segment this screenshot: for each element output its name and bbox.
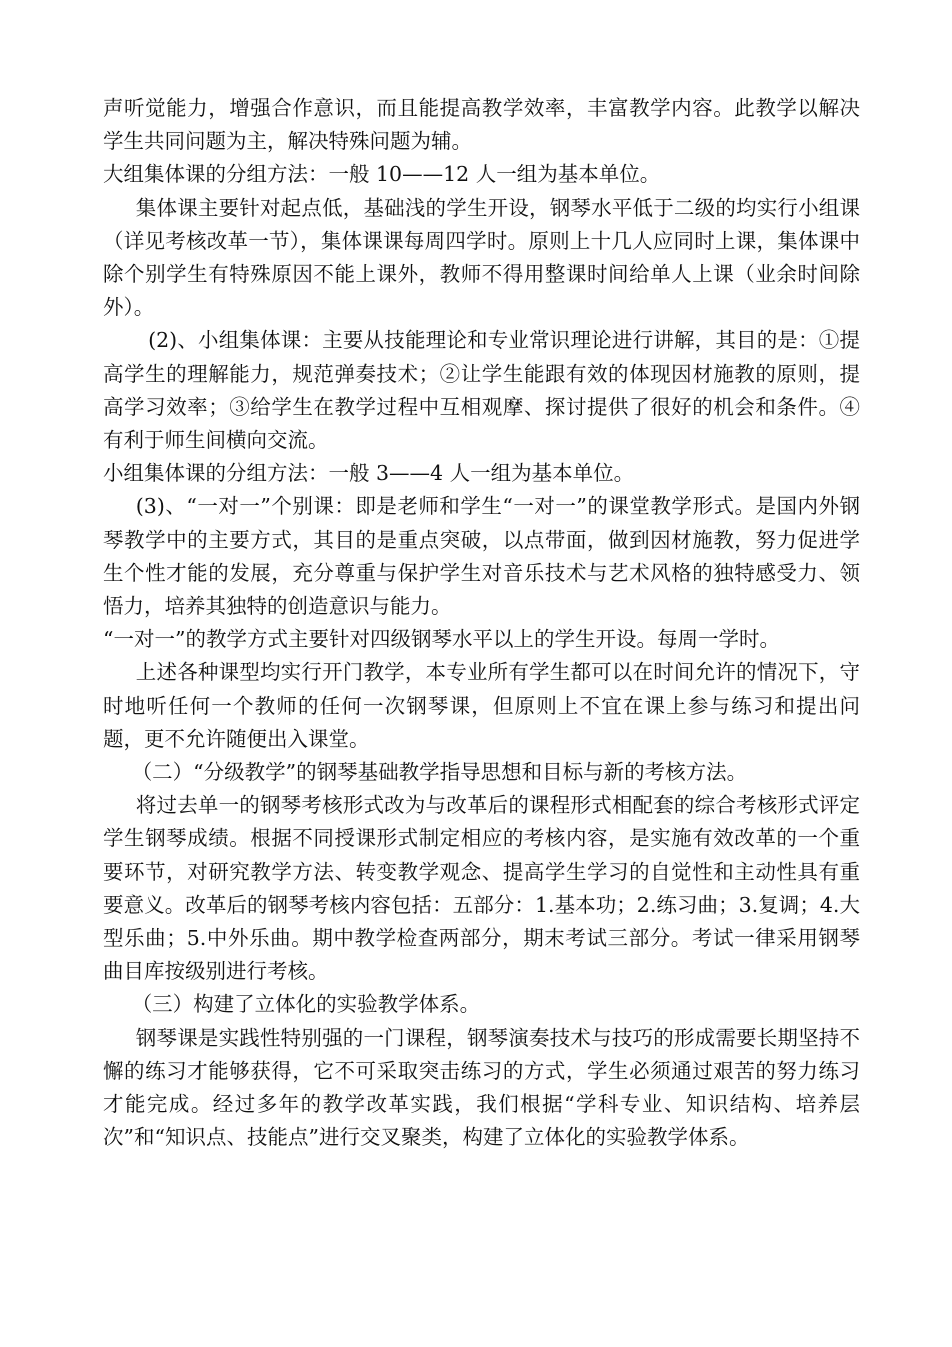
paragraph: (3)、“一对一”个别课：即是老师和学生“一对一”的课堂教学形式。是国内外钢琴教学中的主要方式，其目的是重点突破，以点带面，做到因材施教，努力促进学生个性才能的发展，充分尊重与保护学生对音乐技术与艺术风格的独特感受力、领悟力，培养其独特的创造意识与能力。 (103, 494, 860, 619)
document-body (103, 92, 860, 1155)
paragraph: (2)、小组集体课：主要从技能理论和专业常识理论进行讲解，其目的是：①提高学生的理解能力，规范弹奏技术；②让学生能跟有效的体现因材施教的原则，提高学习效率；③给学生在教学过程中互相观摩、探讨提供了很好的机会和条件。④有利于师生间横向交流。 (103, 328, 860, 453)
paragraph: 钢琴课是实践性特别强的一门课程，钢琴演奏技术与技巧的形成需要长期坚持不懈的练习才能够获得，它不可采取突击练习的方式，学生必须通过艰苦的努力练习才能完成。经过多年的教学改革实践，我们根据“学科专业、知识结构、培养层次”和“知识点、技能点”进行交叉聚类，构建了立体化的实验教学体系。 (103, 1025, 860, 1150)
section-heading: （二）“分级教学”的钢琴基础教学指导思想和目标与新的考核方法。 (131, 760, 748, 785)
paragraph: 小组集体课的分组方法：一般 3——4 人一组为基本单位。 (103, 461, 635, 486)
section-heading: （三）构建了立体化的实验教学体系。 (131, 992, 481, 1017)
paragraph: 声听觉能力，增强合作意识，而且能提高教学效率，丰富教学内容。此教学以解决学生共同问题为主，解决特殊问题为辅。 (103, 96, 860, 154)
paragraph: 集体课主要针对起点低，基础浅的学生开设，钢琴水平低于二级的均实行小组课（详见考核改革一节），集体课课每周四学时。原则上十几人应同时上课，集体课中除个别学生有特殊原因不能上课外，教师不得用整课时间给单人上课（业余时间除外）。 (103, 195, 860, 320)
paragraph: 将过去单一的钢琴考核形式改为与改革后的课程形式相配套的综合考核形式评定学生钢琴成绩。根据不同授课形式制定相应的考核内容，是实施有效改革的一个重要环节，对研究教学方法、转变教学观念、提高学生学习的自觉性和主动性具有重要意义。改革后的钢琴考核内容包括：五部分：1.基本功；2.练习曲；3.复调；4.大型乐曲；5.中外乐曲。期中教学检查两部分，期末考试三部分。考试一律采用钢琴曲目库按级别进行考核。 (103, 793, 860, 984)
paragraph: “一对一”的教学方式主要针对四级钢琴水平以上的学生开设。每周一学时。 (103, 627, 780, 652)
paragraph: 上述各种课型均实行开门教学，本专业所有学生都可以在时间允许的情况下，守时地听任何一个教师的任何一次钢琴课，但原则上不宜在课上参与练习和提出问题，更不允许随便出入课堂。 (103, 660, 860, 751)
paragraph: 大组集体课的分组方法：一般 10——12 人一组为基本单位。 (103, 162, 661, 187)
